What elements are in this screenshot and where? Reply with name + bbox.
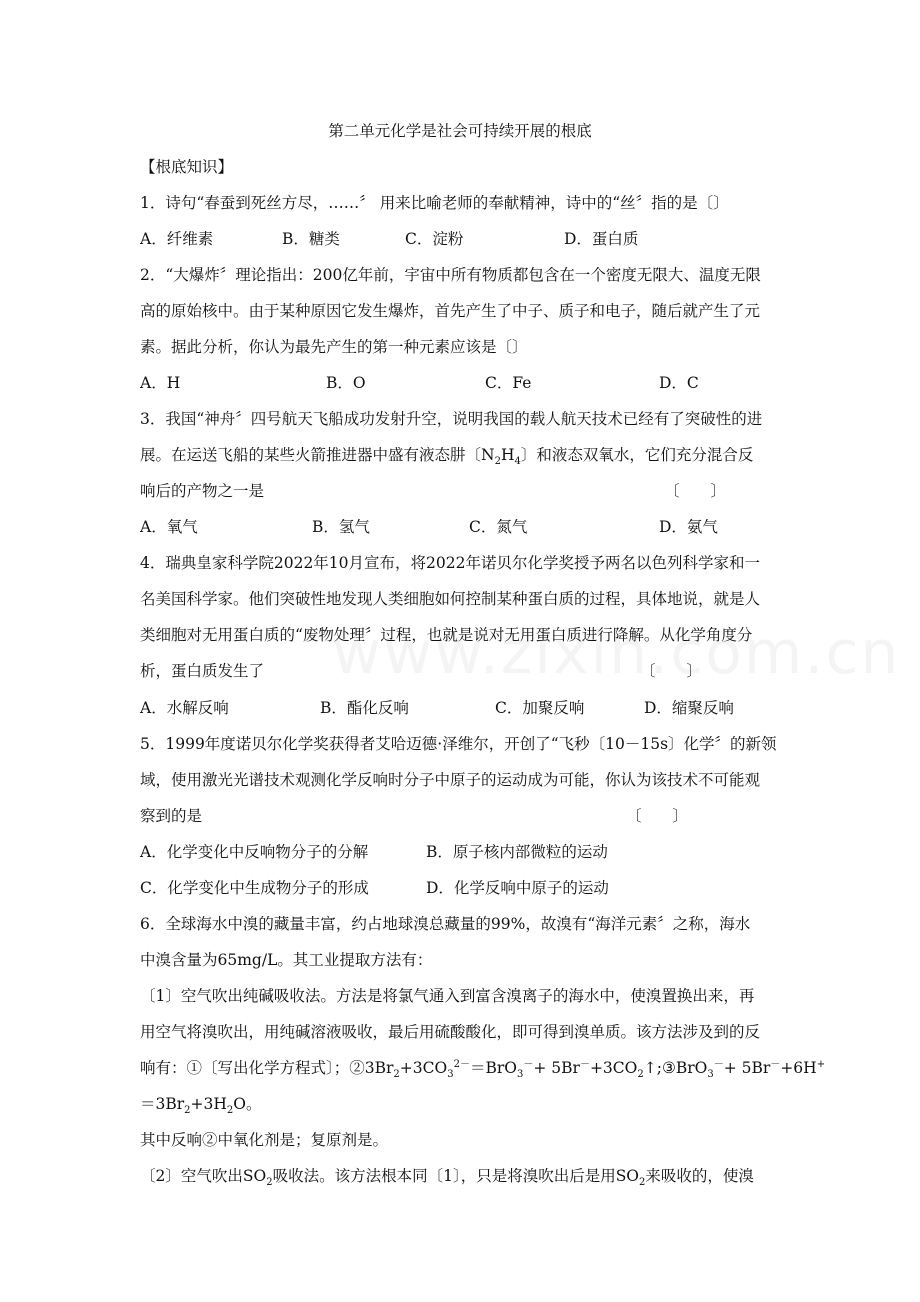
question-3-line: 响后的产物之一是 — [140, 482, 265, 500]
page-title: 第二单元化学是社会可持续开展的根底 — [328, 122, 592, 140]
question-6-line: 中溴含量为65mg/L。其工业提取方法有： — [140, 951, 433, 969]
q1-option-b: B．糖类 — [282, 230, 340, 248]
question-4-line: 名美国科学家。他们突破性地发现人类细胞如何控制某种蛋白质的过程，具体地说，就是人 — [140, 590, 761, 608]
q5-option-c: C．化学变化中生成物分子的形成 — [140, 879, 369, 897]
q2-option-a: A．H — [140, 374, 181, 392]
question-2-line: 2．“大爆炸〞理论指出：200亿年前，宇宙中所有物质都包含在一个密度无限大、温度无限 — [140, 266, 761, 284]
question-6-part1-line: 〔1〕空气吹出纯碱吸收法。方法是将氯气通入到富含溴离子的海水中，使溴置换出来，再 — [140, 987, 755, 1005]
q3-option-a: A．氧气 — [140, 518, 198, 536]
q1-option-d: D．蛋白质 — [564, 230, 639, 248]
question-2-line: 素。据此分析，你认为最先产生的第一种元素应该是〔〕 — [140, 338, 528, 356]
q4-option-b: B．酯化反响 — [320, 699, 409, 717]
q2-option-b: B．O — [326, 374, 366, 392]
question-3-line: 展。在运送飞船的某些火箭推进器中盛有液态肼〔$N_2H_4$〕和液态双氧水，它们充分混合反 — [140, 446, 754, 468]
question-3-line: 3．我国“神舟〞四号航天飞船成功发射升空，说明我国的载人航天技术已经有了突破性的进 — [140, 410, 763, 428]
q5-answer-paren: 〔 〕 — [626, 807, 689, 825]
q4-option-d: D．缩聚反响 — [644, 699, 734, 717]
q3-answer-paren: 〔 〕 — [664, 482, 727, 500]
question-6-part1-line: 用空气将溴吹出，用纯碱溶液吸收，最后用硫酸酸化，即可得到溴单质。该方法涉及到的反 — [140, 1023, 761, 1041]
q1-option-a: A．纤维素 — [140, 230, 214, 248]
question-4-line: 析，蛋白质发生了 — [140, 662, 265, 680]
question-5-line: 5．1999年度诺贝尔化学奖获得者艾哈迈德·泽维尔，开创了“飞秒〔10－15s〕化学〞的新领 — [140, 735, 777, 753]
question-6-equation-line: 响有：①〔写出化学方程式〕；$②3Br_2+3CO_3^{2-}=BrO_3^-+$ $5Br^-+3CO_2↑;③BrO_3^-+ 5Br^-+6H^+$ — [140, 1058, 826, 1081]
question-1-stem: 1．诗句“春蚕到死丝方尽，……〞 用来比喻老师的奉献精神，诗中的“丝〞指的是〔〕 — [140, 194, 729, 212]
question-6-part1-line: 其中反响②中氧化剂是；复原剂是。 — [140, 1131, 389, 1149]
question-2-line: 高的原始核中。由于某种原因它发生爆炸，首先产生了中子、质子和电子，随后就产生了元 — [140, 302, 761, 320]
question-5-line: 域，使用激光光谱技术观测化学反响时分子中原子的运动成为可能，你认为该技术不可能观 — [140, 771, 761, 789]
q2-option-c: C．Fe — [485, 374, 532, 392]
q4-option-c: C．加聚反响 — [495, 699, 585, 717]
q3-option-c: C．氮气 — [469, 518, 528, 536]
q4-answer-paren: 〔 〕 — [640, 662, 703, 680]
q5-option-b: B．原子核内部微粒的运动 — [426, 843, 608, 861]
section-heading: 【根底知识】 — [140, 158, 234, 176]
question-6-part2-line: 〔2〕空气吹出$SO_2$吸收法。该方法根本同〔1〕，只是将溴吹出后是用$SO_2$来吸收的，使溴 — [140, 1167, 754, 1189]
q5-option-d: D．化学反响中原子的运动 — [426, 879, 609, 897]
question-5-line: 察到的是 — [140, 807, 203, 825]
q5-option-a: A．化学变化中反响物分子的分解 — [140, 843, 369, 861]
question-6-equation-line: $=3Br_2+3H_2O$。 — [140, 1095, 262, 1117]
q3-option-d: D．氨气 — [659, 518, 718, 536]
q3-option-b: B．氢气 — [312, 518, 370, 536]
question-4-line: 4．瑞典皇家科学院2022年10月宣布，将2022年诺贝尔化学奖授予两名以色列科学家和一 — [140, 554, 760, 572]
question-6-line: 6．全球海水中溴的藏量丰富，约占地球溴总藏量的99%，故溴有“海洋元素〞之称，海水 — [140, 915, 751, 933]
q1-option-c: C．淀粉 — [405, 230, 464, 248]
question-4-line: 类细胞对无用蛋白质的“废物处理〞过程，也就是说对无用蛋白质进行降解。从化学角度分 — [140, 626, 753, 644]
q4-option-a: A．水解反响 — [140, 699, 229, 717]
q2-option-d: D．C — [659, 374, 699, 392]
